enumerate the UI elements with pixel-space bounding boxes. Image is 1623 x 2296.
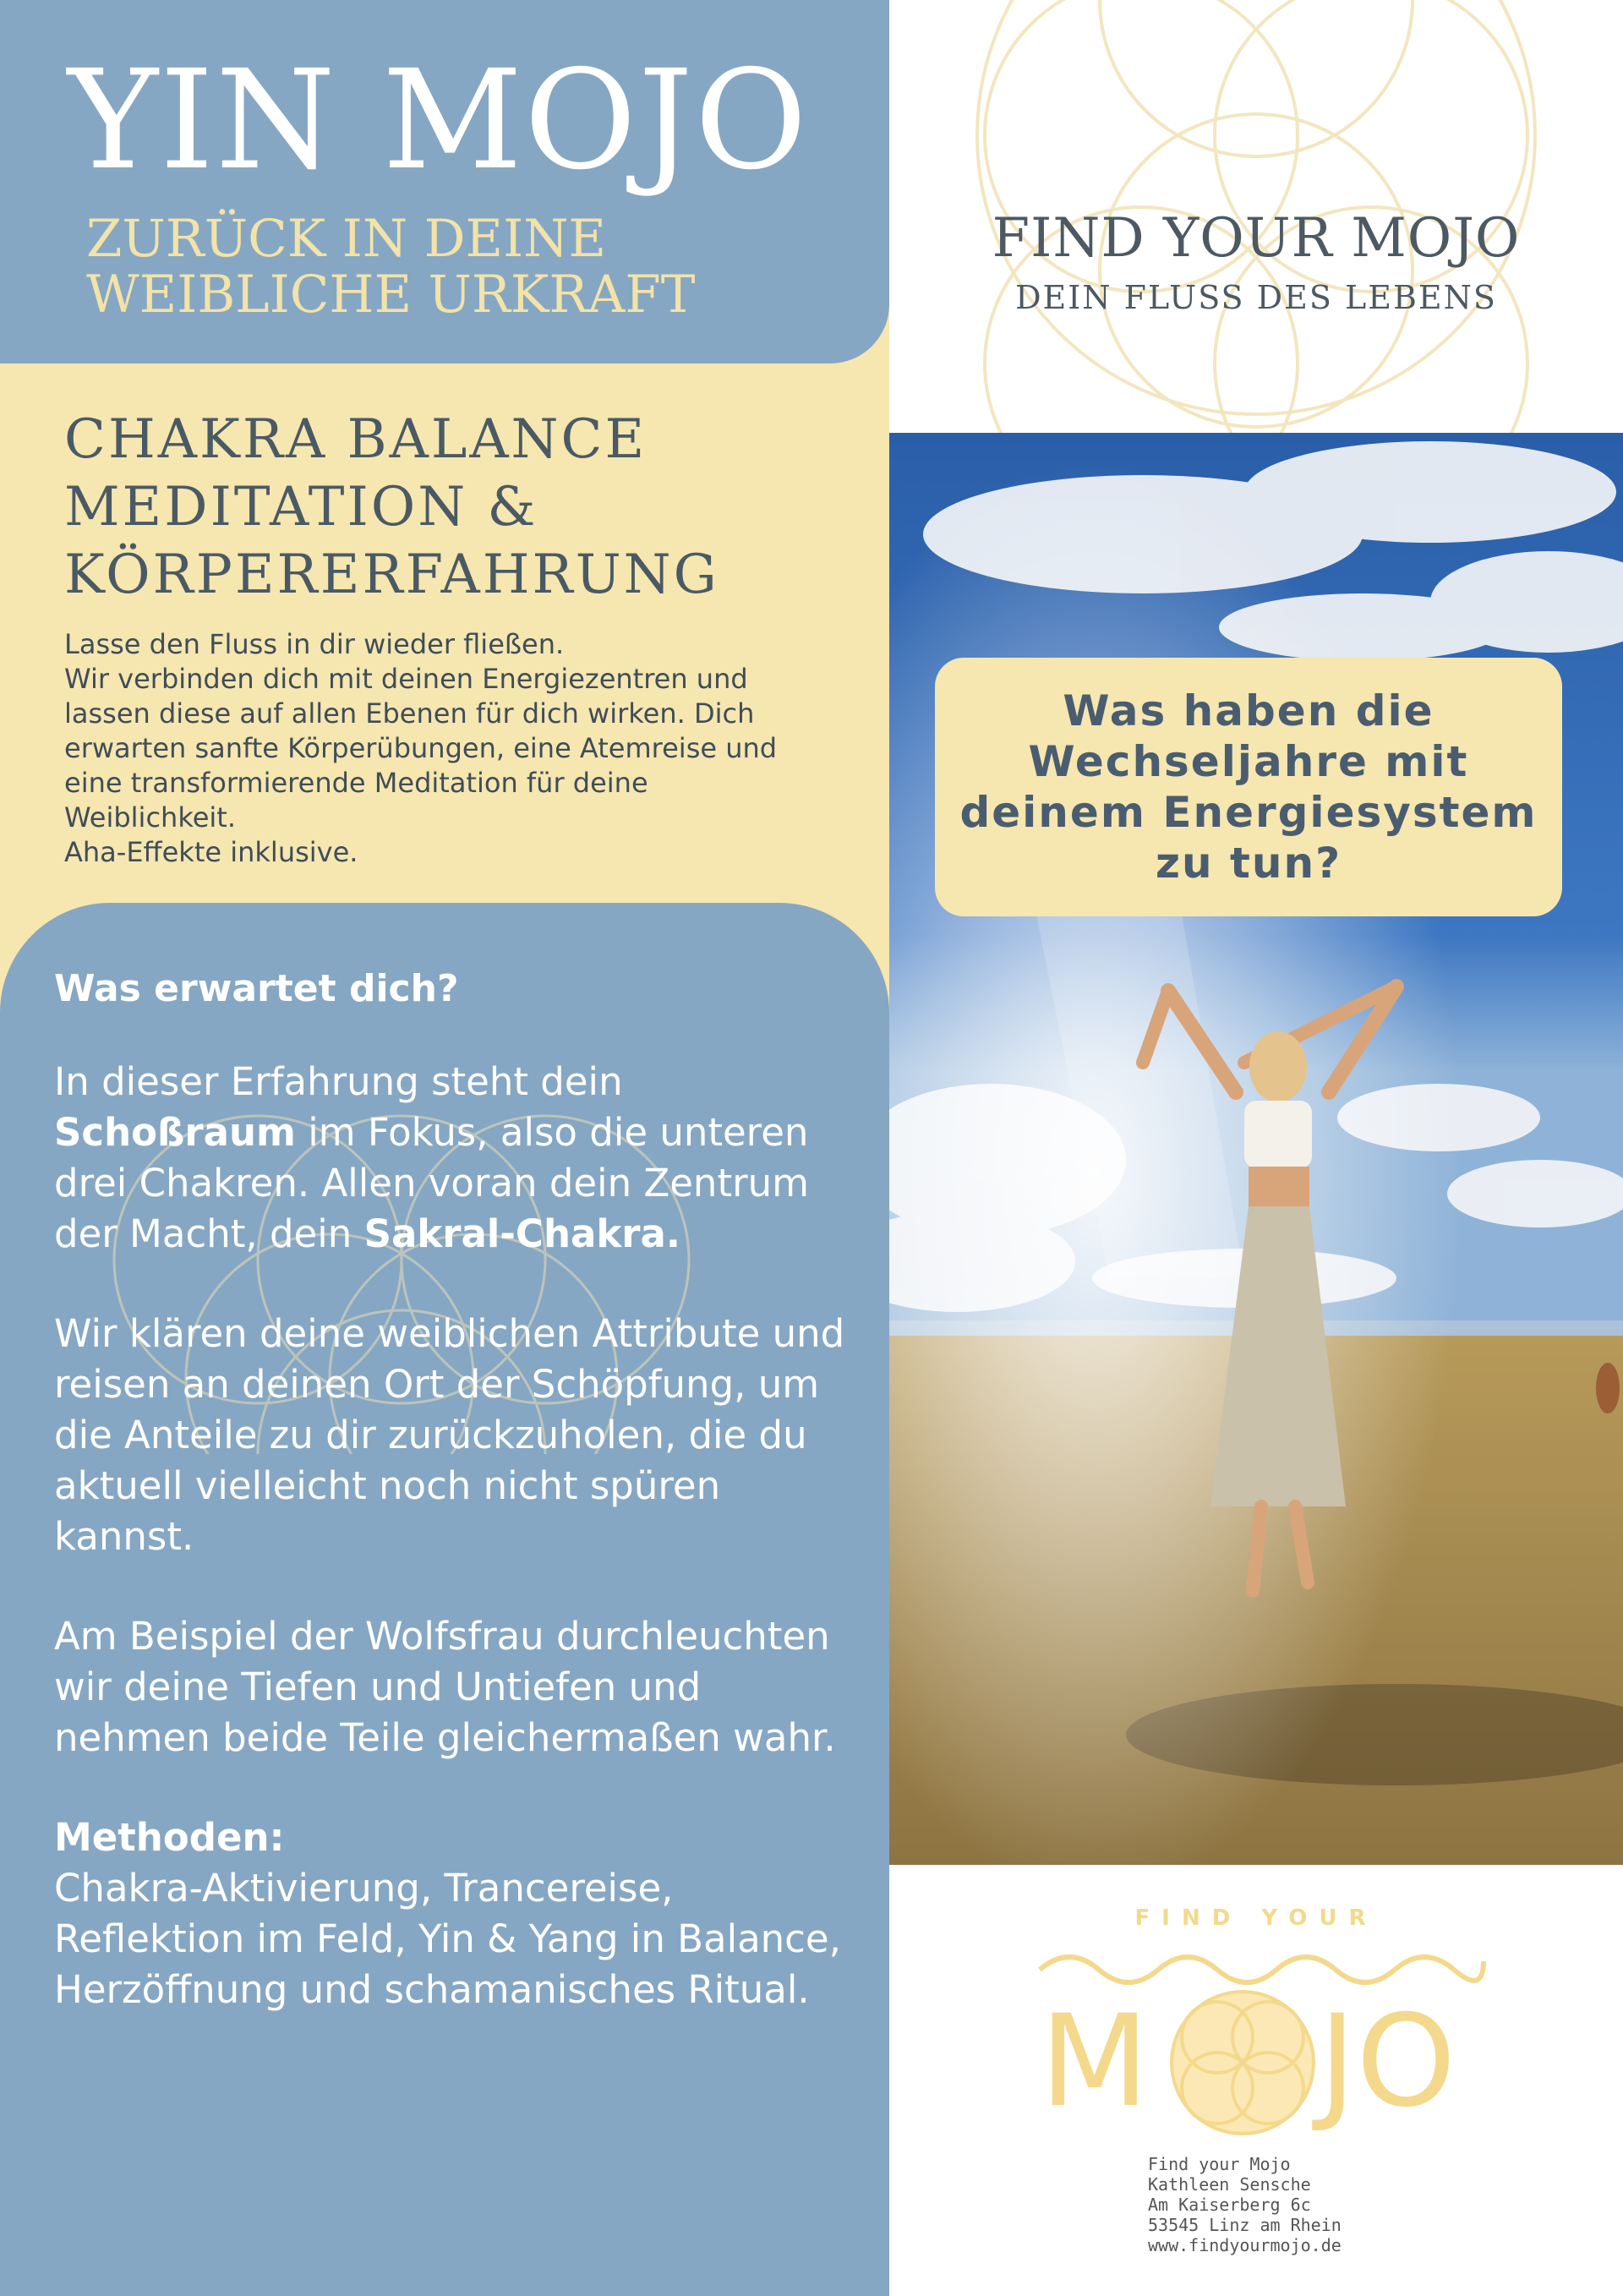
- methods-block: [54, 1812, 866, 2015]
- details-paragraph-3: Am Beispiel der Wolfsfrau durchleuchten wir deine Tiefen und Untiefen und nehmen beide Teile gleichermaßen wahr.: [54, 1614, 836, 1760]
- methods-text: Chakra-Aktivierung, Trancereise, Reflektion im Feld, Yin & Yang in Balance, Herzöffnung und schamanisches Ritual.: [54, 1866, 841, 2012]
- mojo-logo: [1031, 1936, 1488, 2164]
- question-text: Was haben die Wechseljahre mit deinem Energiesystem zu tun?: [959, 686, 1538, 888]
- details-paragraph-1: [54, 1057, 866, 1260]
- logo-letter-m: M: [1040, 1988, 1150, 2135]
- question-callout: [935, 658, 1562, 916]
- intro-line: lassen diese auf allen Ebenen für dich wirken. Dich: [64, 697, 755, 730]
- details-text: [54, 964, 866, 2015]
- details-highlight-sakral-chakra: Sakral-Chakra.: [363, 1211, 680, 1256]
- address-line: Kathleen Sensche: [1148, 2174, 1311, 2195]
- address-line: 53545 Linz am Rhein: [1148, 2215, 1342, 2235]
- address-website-link[interactable]: www.findyourmojo.de: [1148, 2235, 1342, 2255]
- section-heading-line: KÖRPERERFAHRUNG: [64, 544, 719, 606]
- intro-line: Weiblichkeit.: [64, 801, 236, 834]
- address-line: Find your Mojo: [1148, 2154, 1291, 2174]
- intro-line: Wir verbinden dich mit deinen Energiezentren und: [64, 663, 748, 695]
- page-subtitle: [86, 211, 847, 323]
- intro-line: eine transformierende Meditation für deine: [64, 767, 648, 799]
- details-highlight-schossraum: Schoßraum: [54, 1110, 296, 1155]
- intro-line: Aha-Effekte inklusive.: [64, 836, 358, 868]
- flower-of-life-logo-icon: [1172, 1992, 1314, 2134]
- details-paragraph-2: Wir klären deine weiblichen Attribute und reisen an deinen Ort der Schöpfung, um die Anteile zu dir zurückzuholen, die du aktuell vielleicht noch nicht spüren kannst.: [54, 1311, 845, 1559]
- brand-subtitle: DEIN FLUSS DES LEBENS: [1015, 279, 1497, 316]
- address-line: Am Kaiserberg 6c: [1148, 2195, 1311, 2215]
- section-heading-line: MEDITATION &: [64, 476, 538, 538]
- intro-line: erwarten sanfte Körperübungen, eine Atemreise und: [64, 732, 778, 764]
- intro-line: Lasse den Fluss in dir wieder fließen.: [64, 628, 565, 660]
- beach-photo: [889, 433, 1623, 1865]
- intro-text: [64, 627, 876, 870]
- brand-title: FIND YOUR MOJO: [992, 207, 1521, 270]
- methods-label: Methoden:: [54, 1815, 285, 1860]
- section-heading: [64, 406, 876, 609]
- address-block: [1148, 2154, 1486, 2255]
- logo-top-text: FIND YOUR: [1134, 1905, 1378, 1931]
- details-p1-text: im Fokus, also die unteren drei Chakren. Allen voran dein Zentrum der Macht, dein: [54, 1110, 809, 1256]
- page-title: YIN MOJO: [68, 41, 809, 200]
- details-p1-text: In dieser Erfahrung steht dein: [54, 1059, 623, 1104]
- logo-letters-jo: JO: [1319, 1988, 1456, 2135]
- subtitle-line: ZURÜCK IN DEINE: [86, 209, 607, 269]
- section-heading-line: CHAKRA BALANCE: [64, 408, 648, 471]
- details-question: Was erwartet dich?: [54, 967, 459, 1010]
- subtitle-line: WEIBLICHE URKRAFT: [86, 265, 696, 325]
